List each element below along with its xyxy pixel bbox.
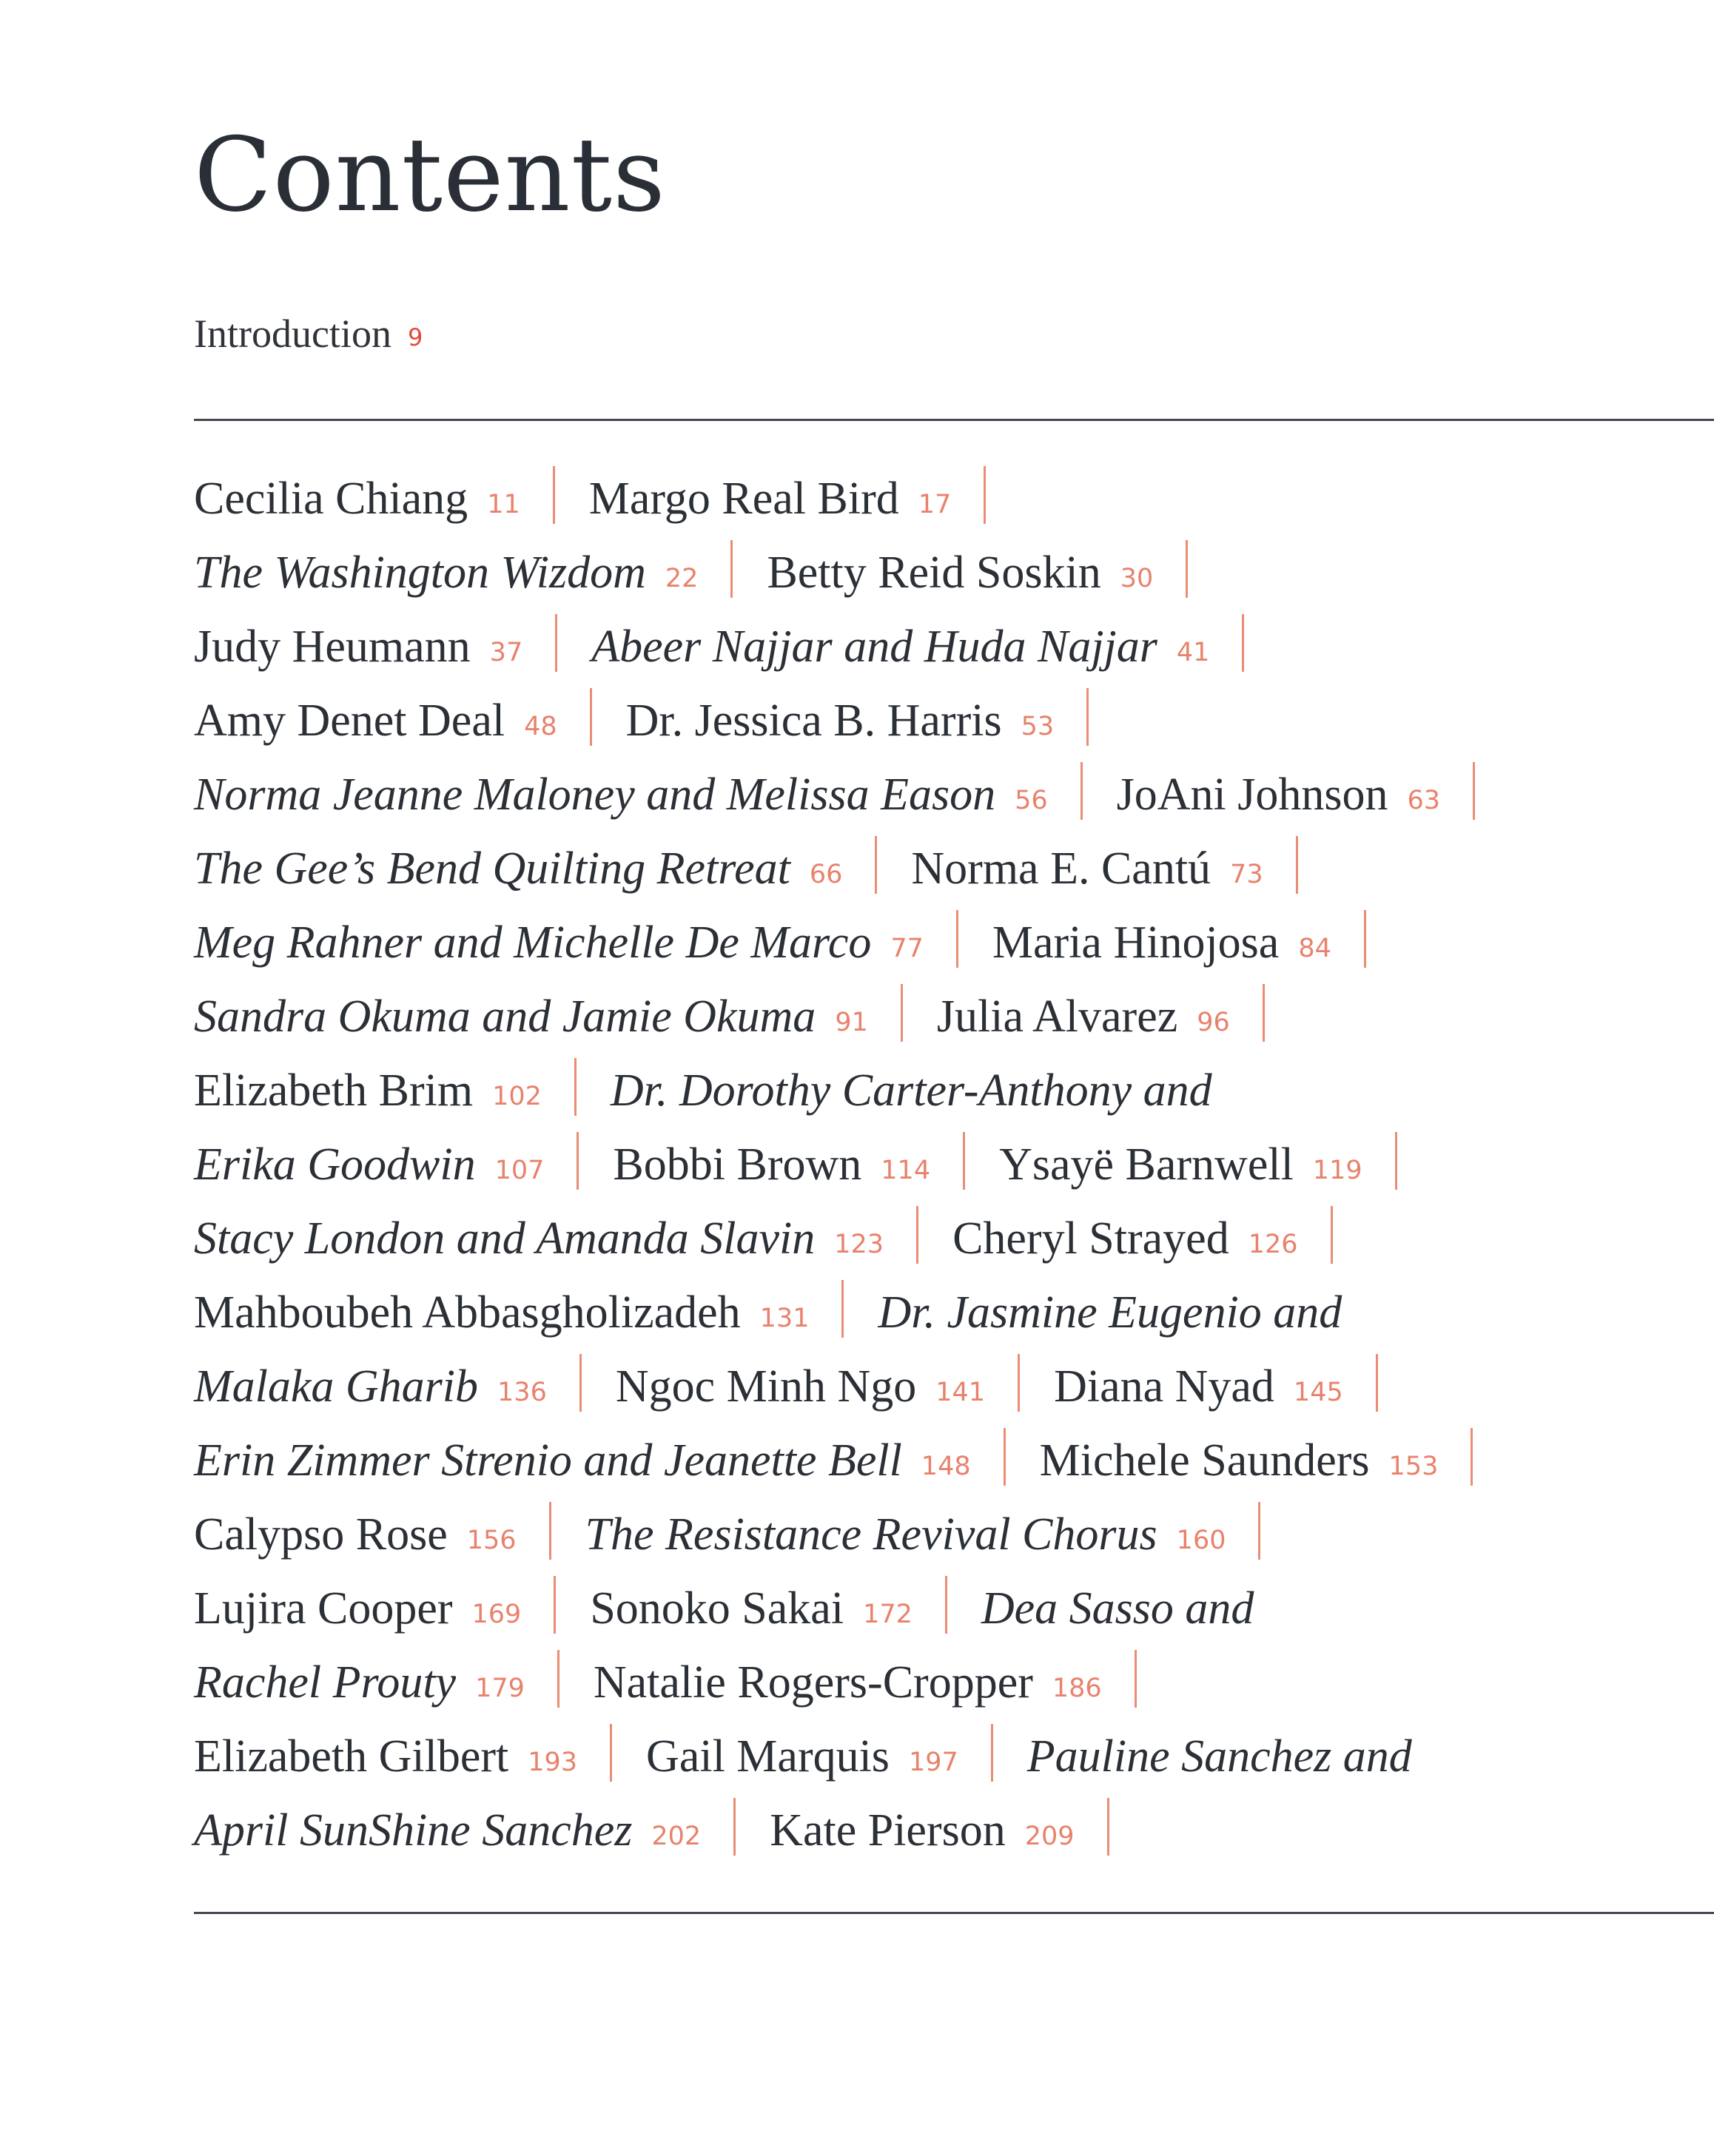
- toc-entry-page-number: 172: [863, 1600, 913, 1629]
- toc-entry[interactable]: [911, 843, 1263, 894]
- toc-line: [194, 1128, 1600, 1202]
- toc-entry[interactable]: [981, 1583, 1254, 1634]
- toc-entry[interactable]: [1040, 1435, 1439, 1486]
- toc-line: [194, 832, 1600, 906]
- toc-entry-page-number: 123: [834, 1230, 884, 1259]
- toc-entry[interactable]: [1027, 1731, 1412, 1782]
- toc-entry-name: Ngoc Minh Ngo: [615, 1361, 917, 1412]
- toc-entry-page-number: 126: [1248, 1230, 1298, 1259]
- entry-separator: [1018, 1354, 1020, 1412]
- toc-entry-name: The Resistance Revival Chorus: [585, 1509, 1157, 1560]
- toc-entry-page-number: 73: [1230, 860, 1263, 889]
- entry-separator: [557, 1650, 559, 1708]
- toc-entry-page-number: 56: [1015, 786, 1048, 815]
- toc-entry[interactable]: [1117, 769, 1440, 820]
- toc-entry[interactable]: [878, 1287, 1342, 1338]
- toc-entry-name: Lujira Cooper: [194, 1583, 453, 1634]
- toc-entry-page-number: 153: [1388, 1452, 1439, 1481]
- toc-line: [194, 1719, 1600, 1793]
- toc-entry-page-number: 22: [665, 564, 699, 593]
- toc-entry-name: Julia Alvarez: [936, 991, 1178, 1042]
- toc-entry-name: Erin Zimmer Strenio and Jeanette Bell: [194, 1435, 902, 1486]
- toc-entry-page-number: 77: [890, 934, 924, 963]
- toc-entry-name: Maria Hinojosa: [992, 917, 1280, 968]
- toc-entry-page-number: 91: [835, 1008, 868, 1037]
- toc-entry-page-number: 37: [489, 638, 523, 667]
- toc-entry[interactable]: [767, 548, 1153, 598]
- toc-entry[interactable]: [770, 1805, 1074, 1856]
- toc-entry[interactable]: [992, 917, 1331, 968]
- toc-entry[interactable]: [194, 991, 868, 1042]
- toc-entry-name: Dea Sasso and: [981, 1583, 1254, 1634]
- toc-entry[interactable]: [194, 917, 924, 968]
- toc-line: [194, 1202, 1600, 1276]
- toc-entry-page-number: 96: [1197, 1008, 1230, 1037]
- toc-line: [194, 1276, 1600, 1350]
- toc-entry-name: Bobbi Brown: [613, 1139, 862, 1190]
- entry-separator: [1473, 762, 1475, 820]
- toc-entry-page-number: 63: [1407, 786, 1441, 815]
- toc-entry-name: Judy Heumann: [194, 621, 471, 672]
- entry-separator: [733, 1798, 736, 1856]
- toc-entry[interactable]: [194, 1287, 809, 1338]
- entry-separator: [991, 1724, 993, 1782]
- toc-line: [194, 758, 1600, 832]
- entry-separator: [1081, 762, 1083, 820]
- toc-entry[interactable]: [194, 621, 522, 672]
- toc-entry-name: Stacy London and Amanda Slavin: [194, 1213, 816, 1264]
- toc-entry[interactable]: [194, 1731, 577, 1782]
- toc-entry[interactable]: [194, 1583, 521, 1634]
- toc-entry-name: Norma E. Cantú: [911, 843, 1211, 894]
- toc-entry-page-number: 114: [881, 1156, 931, 1185]
- toc-entry[interactable]: [590, 1583, 913, 1634]
- toc-line: [194, 684, 1600, 758]
- toc-entry-name: Sonoko Sakai: [590, 1583, 844, 1634]
- toc-entry[interactable]: [594, 1657, 1102, 1708]
- toc-entry[interactable]: [194, 1361, 547, 1412]
- entry-separator: [1395, 1132, 1397, 1190]
- entry-separator: [549, 1502, 551, 1560]
- entry-separator: [553, 466, 555, 524]
- toc-entry-name: Mahboubeh Abbasgholizadeh: [194, 1287, 741, 1338]
- toc-line: [194, 1350, 1600, 1424]
- toc-entry-name: Diana Nyad: [1054, 1361, 1274, 1412]
- toc-entry-name: Elizabeth Gilbert: [194, 1731, 509, 1782]
- toc-line: [194, 610, 1600, 684]
- introduction-page-number: 9: [407, 323, 423, 351]
- toc-entry-page-number: 156: [466, 1526, 517, 1555]
- entry-separator: [984, 466, 986, 524]
- toc-entry-name: Gail Marquis: [646, 1731, 890, 1782]
- toc-entry-page-number: 53: [1021, 712, 1055, 741]
- toc-entry[interactable]: [194, 695, 557, 746]
- toc-entry-page-number: 141: [935, 1378, 986, 1407]
- toc-line: [194, 1498, 1600, 1571]
- entry-separator: [1376, 1354, 1378, 1412]
- toc-entry[interactable]: [613, 1139, 930, 1190]
- entry-separator: [841, 1280, 844, 1338]
- toc-entry-page-number: 48: [524, 712, 557, 741]
- toc-entry-name: Ysayë Barnwell: [999, 1139, 1294, 1190]
- entry-separator: [916, 1206, 918, 1264]
- toc-entry[interactable]: [194, 1213, 884, 1264]
- entry-separator: [956, 910, 958, 968]
- toc-entry-page-number: 30: [1120, 564, 1154, 593]
- toc-entry-name: Malaka Gharib: [194, 1361, 479, 1412]
- toc-entry-page-number: 197: [908, 1748, 958, 1777]
- entry-separator: [730, 540, 733, 598]
- toc-entry-name: Dr. Dorothy Carter-Anthony and: [610, 1065, 1212, 1116]
- toc-entry-page-number: 11: [487, 490, 520, 519]
- toc-line: [194, 1054, 1600, 1128]
- toc-entry-name: Dr. Jessica B. Harris: [625, 695, 1002, 746]
- entry-separator: [590, 688, 592, 746]
- entry-separator: [554, 1576, 556, 1634]
- toc-entry-name: Norma Jeanne Maloney and Melissa Eason: [194, 769, 996, 820]
- toc-line: [194, 1424, 1600, 1498]
- toc-entry-page-number: 193: [528, 1748, 578, 1777]
- entry-separator: [1004, 1428, 1006, 1486]
- toc-entry-name: Betty Reid Soskin: [767, 548, 1101, 598]
- contents-list: [194, 462, 1600, 1867]
- toc-entry-page-number: 41: [1176, 638, 1210, 667]
- toc-entry-page-number: 119: [1312, 1156, 1362, 1185]
- toc-entry-name: Kate Pierson: [770, 1805, 1006, 1856]
- toc-entry[interactable]: [194, 1805, 701, 1856]
- toc-entry-name: JoAni Johnson: [1116, 769, 1388, 820]
- toc-entry[interactable]: [194, 1065, 542, 1116]
- entry-separator: [901, 984, 903, 1042]
- toc-entry[interactable]: [952, 1213, 1297, 1264]
- toc-entry-introduction[interactable]: [194, 311, 423, 356]
- toc-entry[interactable]: [194, 1657, 525, 1708]
- toc-entry[interactable]: [194, 548, 698, 598]
- toc-entry[interactable]: [585, 1509, 1226, 1560]
- toc-line: [194, 980, 1600, 1054]
- toc-entry-name: Dr. Jasmine Eugenio and: [878, 1287, 1342, 1338]
- toc-entry-name: Rachel Prouty: [194, 1657, 457, 1708]
- entry-separator: [610, 1724, 612, 1782]
- toc-entry-page-number: 148: [921, 1452, 971, 1481]
- toc-entry[interactable]: [626, 695, 1055, 746]
- toc-line: [194, 536, 1600, 610]
- page-title: Contents: [194, 115, 666, 235]
- entry-separator: [555, 614, 557, 672]
- entry-separator: [577, 1132, 579, 1190]
- toc-entry-page-number: 209: [1024, 1822, 1075, 1851]
- toc-line: [194, 1645, 1600, 1719]
- toc-entry-page-number: 66: [809, 860, 843, 889]
- toc-entry-name: April SunShine Sanchez: [194, 1805, 633, 1856]
- toc-entry-page-number: 131: [759, 1304, 810, 1333]
- toc-entry[interactable]: [194, 1139, 544, 1190]
- toc-entry-name: Calypso Rose: [194, 1509, 448, 1560]
- toc-entry-name: Amy Denet Deal: [194, 695, 505, 746]
- entry-separator: [1186, 540, 1188, 598]
- toc-entry[interactable]: [194, 1509, 517, 1560]
- entry-separator: [945, 1576, 947, 1634]
- toc-entry-name: The Gee’s Bend Quilting Retreat: [194, 843, 790, 894]
- entry-separator: [963, 1132, 965, 1190]
- toc-entry[interactable]: [194, 769, 1048, 820]
- toc-entry-name: Sandra Okuma and Jamie Okuma: [194, 991, 816, 1042]
- toc-entry-page-number: 102: [492, 1082, 542, 1111]
- toc-entry[interactable]: [616, 1361, 985, 1412]
- toc-entry-page-number: 179: [475, 1674, 525, 1703]
- toc-entry[interactable]: [937, 991, 1230, 1042]
- toc-entry[interactable]: [1054, 1361, 1343, 1412]
- entry-separator: [1471, 1428, 1473, 1486]
- toc-entry[interactable]: [194, 474, 520, 524]
- toc-entry-name: Elizabeth Brim: [194, 1065, 474, 1116]
- toc-entry-name: Meg Rahner and Michelle De Marco: [194, 917, 872, 968]
- toc-entry-name: Erika Goodwin: [194, 1139, 476, 1190]
- toc-entry-name: Michele Saunders: [1039, 1435, 1370, 1486]
- toc-line: [194, 1793, 1600, 1867]
- toc-entry[interactable]: [646, 1731, 958, 1782]
- toc-entry-name: Cheryl Strayed: [952, 1213, 1229, 1264]
- toc-entry-page-number: 169: [471, 1600, 522, 1629]
- introduction-label: Introduction: [194, 311, 391, 356]
- entry-separator: [1263, 984, 1265, 1042]
- top-divider: [194, 419, 1714, 421]
- toc-entry-page-number: 84: [1298, 934, 1331, 963]
- toc-entry-page-number: 145: [1293, 1378, 1343, 1407]
- entry-separator: [1364, 910, 1366, 968]
- toc-entry-page-number: 17: [918, 490, 952, 519]
- toc-entry[interactable]: [611, 1065, 1212, 1116]
- toc-entry[interactable]: [589, 474, 952, 524]
- entry-separator: [574, 1058, 577, 1116]
- toc-entry-name: Cecilia Chiang: [194, 474, 468, 524]
- toc-entry-name: Abeer Najjar and Huda Najjar: [591, 621, 1157, 672]
- toc-line: [194, 906, 1600, 980]
- toc-line: [194, 1571, 1600, 1645]
- toc-entry-page-number: 107: [494, 1156, 545, 1185]
- entry-separator: [579, 1354, 582, 1412]
- toc-entry-page-number: 136: [497, 1378, 547, 1407]
- toc-entry-page-number: 186: [1052, 1674, 1102, 1703]
- entry-separator: [1296, 836, 1298, 894]
- toc-entry[interactable]: [194, 843, 842, 894]
- toc-entry-name: The Washington Wizdom: [194, 548, 646, 598]
- entry-separator: [875, 836, 877, 894]
- entry-separator: [1331, 1206, 1333, 1264]
- toc-entry[interactable]: [591, 621, 1209, 672]
- toc-entry[interactable]: [194, 1435, 971, 1486]
- toc-entry-name: Pauline Sanchez and: [1026, 1731, 1412, 1782]
- entry-separator: [1107, 1798, 1109, 1856]
- entry-separator: [1086, 688, 1089, 746]
- entry-separator: [1258, 1502, 1260, 1560]
- entry-separator: [1135, 1650, 1137, 1708]
- entry-separator: [1242, 614, 1244, 672]
- toc-entry-page-number: 202: [651, 1822, 702, 1851]
- toc-line: [194, 462, 1600, 536]
- toc-entry[interactable]: [999, 1139, 1362, 1190]
- toc-entry-name: Natalie Rogers-Cropper: [593, 1657, 1033, 1708]
- toc-entry-name: Margo Real Bird: [588, 474, 899, 524]
- toc-entry-page-number: 160: [1176, 1526, 1226, 1555]
- bottom-divider: [194, 1912, 1714, 1914]
